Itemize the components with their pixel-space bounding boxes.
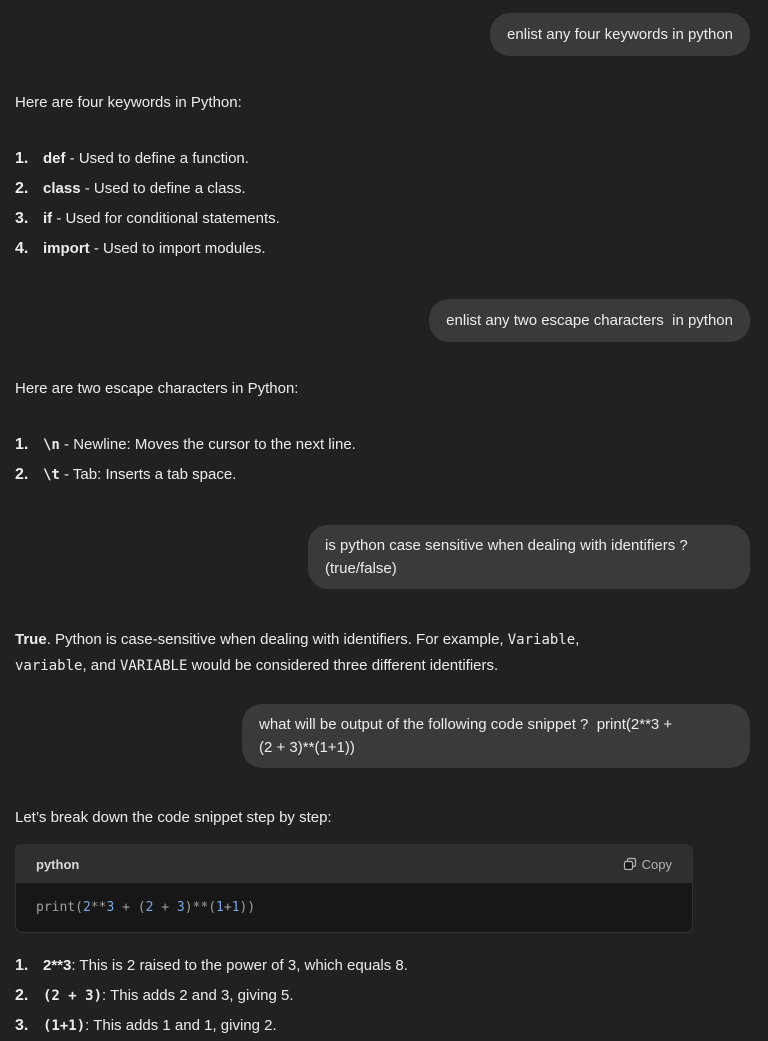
assistant-ordered-list bbox=[15, 430, 356, 490]
list-item: 3. (1+1): This adds 1 and 1, giving 2. bbox=[15, 1017, 277, 1034]
code-content: print(2**3 + (2 + 3)**(1+1)) bbox=[36, 900, 256, 915]
list-item: 1. \n - Newline: Moves the cursor to the next line. bbox=[15, 436, 356, 453]
user-message-text: what will be output of the following code snippet ? print(2**3 + bbox=[259, 716, 673, 733]
inline-code: variable bbox=[15, 658, 83, 674]
copy-icon bbox=[623, 857, 637, 871]
list-item: 2. (2 + 3): This adds 2 and 3, giving 5. bbox=[15, 987, 294, 1004]
assistant-ordered-list bbox=[15, 951, 408, 1041]
user-message-text: enlist any four keywords in python bbox=[507, 26, 733, 43]
assistant-message-intro: Here are two escape characters in Python: bbox=[15, 380, 299, 397]
assistant-ordered-list bbox=[15, 144, 280, 264]
user-message-text: enlist any two escape characters in python bbox=[446, 312, 733, 329]
list-item: 1. 2**3: This is 2 raised to the power of 3, which equals 8. bbox=[15, 957, 408, 974]
assistant-message-intro: Let’s break down the code snippet step by step: bbox=[15, 809, 332, 826]
code-language-label: python bbox=[36, 856, 80, 872]
user-message bbox=[242, 704, 750, 768]
list-item: 4. import - Used to import modules. bbox=[15, 240, 266, 257]
assistant-message: True. Python is case-sensitive when dealing with identifiers. For example, Variable, variable, and VARIABLE would be considered three different identifiers. bbox=[15, 631, 580, 674]
user-message bbox=[429, 299, 750, 342]
list-item: 3. if - Used for conditional statements. bbox=[15, 210, 280, 227]
code-block bbox=[15, 844, 693, 933]
assistant-message-intro: Here are four keywords in Python: bbox=[15, 94, 242, 111]
user-message bbox=[490, 13, 750, 56]
user-message bbox=[308, 525, 750, 589]
code-block-header bbox=[16, 845, 692, 883]
inline-code: Variable bbox=[507, 632, 576, 648]
list-item: 2. \t - Tab: Inserts a tab space. bbox=[15, 466, 237, 483]
answer-bold: True bbox=[15, 631, 47, 648]
user-message-text: (true/false) bbox=[325, 560, 397, 577]
list-item: 1. def - Used to define a function. bbox=[15, 150, 249, 167]
inline-code: VARIABLE bbox=[119, 658, 188, 674]
user-message-text: (2 + 3)**(1+1)) bbox=[259, 739, 355, 756]
list-item: 2. class - Used to define a class. bbox=[15, 180, 246, 197]
user-message-text: is python case sensitive when dealing with identifiers ? bbox=[325, 537, 688, 554]
copy-label: Copy bbox=[641, 856, 672, 872]
copy-code-button[interactable] bbox=[623, 857, 672, 872]
